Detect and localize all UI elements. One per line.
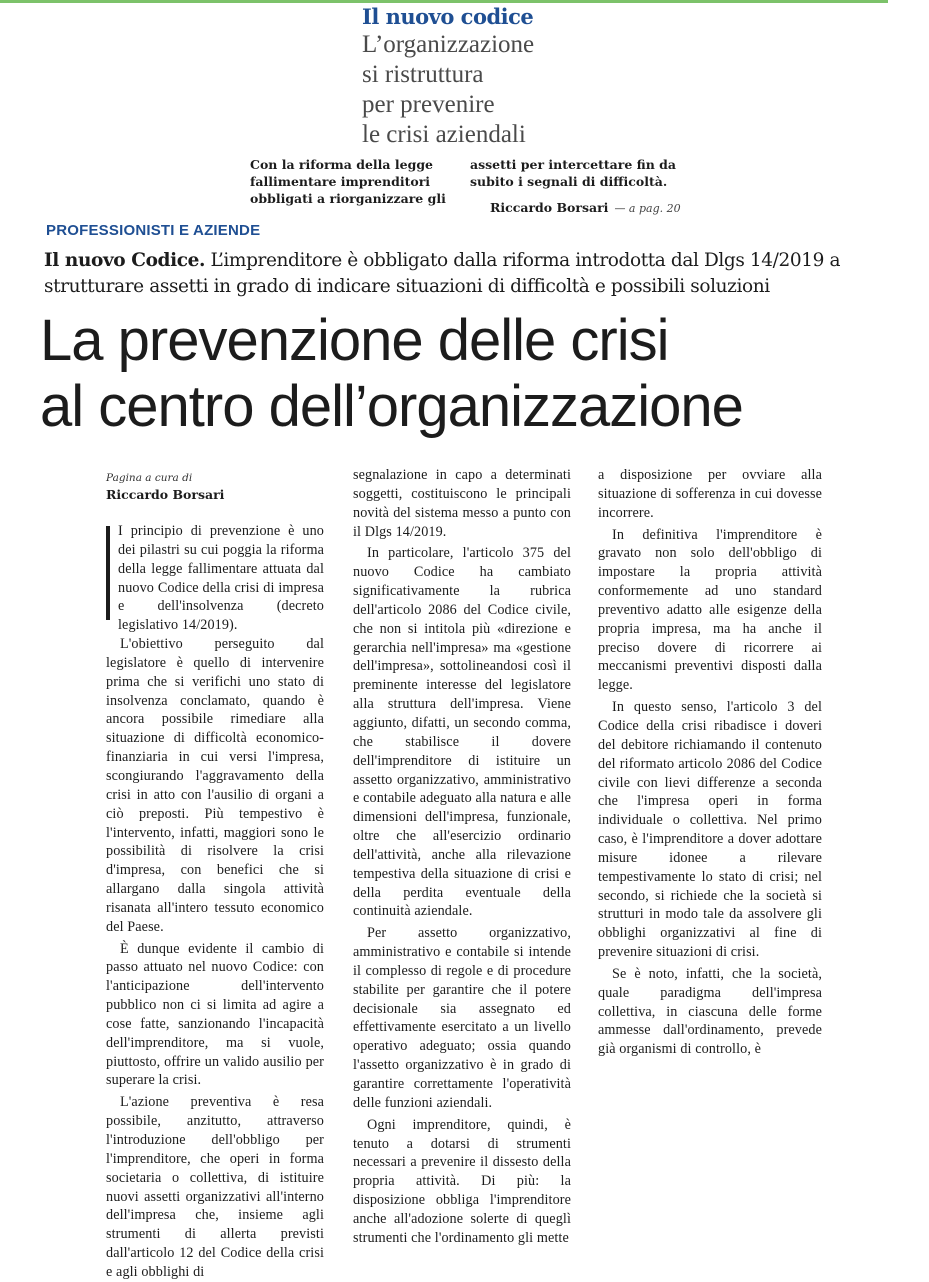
paragraph: In questo senso, l'articolo 3 del Codice della crisi ribadisce i doveri del debitore richiamando il contenuto del riformato articolo 2086 del Codice civile con lievi differenze a seconda che l'impresa operi in forma individuale o collettiva. Nel primo caso, è l'imprenditore a dover adottare misure idonee a rilevare tempestivamente lo stato di crisi; nel secondo, si richiede che la società si strutturi in modo tale da assolvere gli obblighi organizzativi al fine di prevenire situazioni di crisi. xyxy=(598,699,822,961)
paragraph: L'obiettivo perseguito dal legislatore è quello di intervenire prima che si verifichi uno stato di insolvenza conclamato, quando è ancora possibile rimediare alla situazione di difficoltà economico-finanziaria in cui versi l'impresa, scongiurando l'aggravamento della crisi in atto con l'ausilio di organi a ciò preposti. Più tempestivo è l'intervento, infatti, maggiori sono le possibilità di risolvere la crisi d'impresa, con benefici che si allargano dalla singola attività risanata all'intero tessuto economico del Paese. xyxy=(106,636,324,935)
article-headline xyxy=(40,308,920,440)
headline-line-2: al centro dell’organizzazione xyxy=(40,374,743,439)
byline xyxy=(106,470,331,504)
teaser-kicker: Il nuovo codice xyxy=(362,4,534,29)
article-column-1 xyxy=(106,522,324,1282)
summary-lead: Il nuovo Codice. xyxy=(44,250,205,271)
headline-line-1: La prevenzione delle crisi xyxy=(40,308,669,373)
paragraph: Per assetto organizzativo, amministrativo e contabile si intende il complesso di regole e di procedure stabilite per garantire che il potere decisionale sia assegnato ed effettivamente esercitato a un livello operativo adeguato; ossia quando l'assetto organizzativo è in grado di garantire correttamente l'operatività delle funzioni aziendali. xyxy=(353,925,571,1111)
article-column-3 xyxy=(598,466,822,1059)
paragraph: Ogni imprenditore, quindi, è tenuto a dotarsi di strumenti necessari a prevenire il dissesto della propria attività. Di più: la disposizione obbliga l'imprenditore anche all'adozione solerte di queglì strumenti che l'ordinamento gli mette xyxy=(353,1116,571,1246)
article-column-2 xyxy=(353,466,571,1248)
paragraph: In definitiva l'imprenditore è gravato non solo dell'obbligo di impostare la propria attività conformemente ad uno standard preventivo adatto alle esigenze della propria impresa, ma ha anche il preciso dovere di ricorrere ai meccanismi preventivi disposti dalla legge. xyxy=(598,526,822,694)
paragraph: segnalazione in capo a determinati soggetti, costituiscono le principali novità del sistema messo a punto con il Dlgs 14/2019. xyxy=(353,467,571,540)
summary-text: L’imprenditore è obbligato dalla riforma introdotta dal Dlgs 14/2019 a strutturare assetti in grado di indicare situazioni di difficoltà e possibili soluzioni xyxy=(44,250,841,297)
teaser-title-line: si ristruttura xyxy=(362,61,484,88)
teaser-title-line: L’organizzazione xyxy=(362,31,535,58)
top-rule xyxy=(0,0,888,3)
teaser-box xyxy=(362,4,862,150)
teaser-subtitle-left: Con la riforma della legge fallimentare imprenditori obbligati a riorganizzare gli xyxy=(250,157,446,206)
paragraph: Se è noto, infatti, che la società, quale paradigma dell'impresa collettiva, in ciascuna delle forme ammesse dall'ordinamento, prevede già organismi di controllo, è xyxy=(598,965,822,1058)
teaser-title-line: le crisi aziendali xyxy=(362,121,526,148)
teaser-author xyxy=(490,200,681,215)
paragraph: È dunque evidente il cambio di passo attuato nel nuovo Codice: con l'anticipazione dell'intervento pubblico non ci si limita ad agire a cose fatte, sanzionando l'incapacità dell'imprenditore, ma si vuole, piuttosto, offrire un valido ausilio per superare la crisi. xyxy=(106,940,324,1089)
paragraph: In particolare, l'articolo 375 del nuovo Codice ha cambiato significativamente la rubrica dell'articolo 2086 del Codice civile, che non si intitola più «direzione e gerarchia nell'impresa» ma «gestione dell'impresa», sottolineandosi così il preminente interesse del legislatore alla struttura dell'impresa. Viene aggiunto, difatti, un secondo comma, che stabilisce il dovere dell'imprenditore di istituire un assetto organizzativo, amministrativo e contabile adeguato alla natura e alle dimensioni dell'impresa, funzionale, oltre che all'esercizio ordinario dell'attività, anche alla rilevazione tempestiva della situazione di crisi e della perdita eventuale della continuità aziendale. xyxy=(353,545,571,920)
paragraph: L'azione preventiva è resa possibile, anzitutto, attraverso l'introduzione dell'obbligo per l'imprenditore, che operi in forma societaria o collettiva, di istituire nuovi assetti organizzativi all'interno dell'impresa che, insieme agli strumenti di allerta previsti dall'articolo 12 del Codice della crisi e agli obblighi di xyxy=(106,1094,324,1280)
paragraph: a disposizione per ovviare alla situazione di sofferenza in cui dovesse incorrere. xyxy=(598,467,822,521)
teaser-page-ref: — a pag. 20 xyxy=(614,202,681,215)
byline-name: Riccardo Borsari xyxy=(106,487,225,502)
section-label: PROFESSIONISTI E AZIENDE xyxy=(46,222,261,239)
article-summary xyxy=(44,248,914,300)
teaser-author-name: Riccardo Borsari xyxy=(490,200,609,215)
paragraph: I principio di prevenzione è uno dei pilastri su cui poggia la riforma della legge fallimentare attuata dal nuovo Codice della crisi di impresa e dell'insolvenza (decreto legislativo 14/2019). xyxy=(118,523,324,634)
byline-label: Pagina a cura di xyxy=(106,472,193,484)
teaser-subtitle-right: assetti per intercettare fin da subito i segnali di difficoltà. xyxy=(470,157,677,189)
teaser-title-line: per prevenire xyxy=(362,91,495,118)
